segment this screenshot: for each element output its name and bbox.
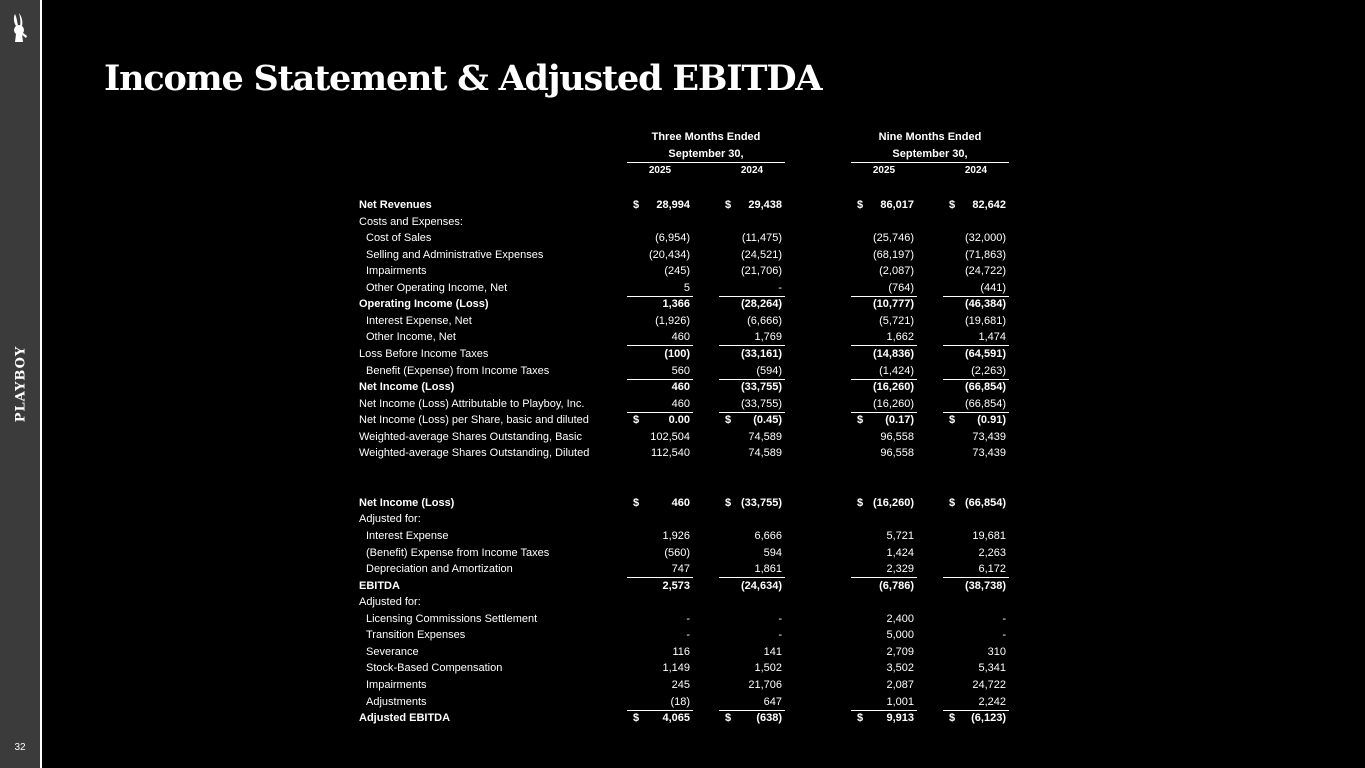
table-row (359, 412, 1009, 428)
value-cell: 747 (671, 563, 690, 575)
dollar-sign: $ (633, 414, 640, 426)
value-cell: 460 (671, 497, 690, 509)
value-cell: (19,681) (965, 315, 1006, 327)
value-cell: (18) (670, 696, 690, 708)
nine-months-header: Nine Months Ended (878, 131, 982, 143)
value-cell: 29,438 (748, 199, 782, 211)
table-row (359, 627, 1009, 643)
dollar-sign: $ (633, 497, 640, 509)
value-cell: 1,926 (662, 530, 690, 542)
value-cell: 19,681 (972, 530, 1006, 542)
table-row (359, 594, 1009, 610)
value-cell: 3,502 (886, 662, 914, 674)
value-cell: (33,161) (741, 348, 782, 360)
row-label: Interest Expense (366, 530, 449, 542)
value-cell: 460 (671, 381, 690, 393)
value-cell: - (686, 629, 690, 641)
table-row (359, 694, 1009, 710)
year-header: 2024 (964, 165, 988, 176)
row-label: Net Income (Loss) (359, 497, 455, 509)
value-cell: (11,475) (741, 232, 782, 244)
value-cell: (16,260) (873, 381, 914, 393)
bunny-logo-icon (9, 12, 31, 44)
row-label: Impairments (366, 265, 427, 277)
value-cell: (638) (756, 712, 782, 724)
dollar-sign: $ (949, 497, 956, 509)
value-cell: 1,424 (886, 547, 914, 559)
dollar-sign: $ (857, 712, 864, 724)
value-cell: (71,863) (965, 249, 1006, 261)
table-row (359, 296, 1009, 312)
value-cell: (66,854) (965, 398, 1006, 410)
table-row (359, 511, 1009, 527)
value-cell: 2,709 (886, 646, 914, 658)
row-label: EBITDA (359, 580, 400, 592)
dollar-sign: $ (633, 199, 640, 211)
dollar-sign: $ (949, 414, 956, 426)
value-cell: 73,439 (972, 447, 1006, 459)
row-label: Licensing Commissions Settlement (366, 613, 538, 625)
value-cell: (24,722) (965, 265, 1006, 277)
value-cell: 245 (671, 679, 690, 691)
value-cell: 2,400 (886, 613, 914, 625)
value-cell: 9,913 (886, 712, 914, 724)
value-cell: (46,384) (965, 298, 1006, 310)
row-label: Costs and Expenses: (359, 216, 463, 228)
row-label: Weighted-average Shares Outstanding, Diluted (359, 447, 590, 459)
row-label: Selling and Administrative Expenses (366, 249, 544, 261)
value-cell: (0.45) (753, 414, 782, 426)
value-cell: 21,706 (748, 679, 782, 691)
row-label: Adjusted for: (359, 513, 421, 525)
value-cell: (24,521) (741, 249, 782, 261)
value-cell: (21,706) (741, 265, 782, 277)
value-cell: (66,854) (965, 497, 1006, 509)
value-cell: 5 (683, 282, 690, 294)
nine-months-period: September 30, (892, 148, 968, 160)
dollar-sign: $ (725, 414, 732, 426)
value-cell: (100) (664, 348, 690, 360)
value-cell: 6,666 (754, 530, 782, 542)
header-rule (851, 162, 1009, 163)
value-cell: (6,666) (747, 315, 782, 327)
value-cell: - (1002, 613, 1006, 625)
value-cell: (1,926) (655, 315, 690, 327)
value-cell: 96,558 (880, 447, 914, 459)
value-cell: 460 (671, 398, 690, 410)
row-label: Adjustments (366, 696, 427, 708)
table-row (359, 363, 1009, 379)
row-label: Benefit (Expense) from Income Taxes (366, 365, 550, 377)
value-cell: (16,260) (873, 398, 914, 410)
table-row (359, 280, 1009, 296)
row-label: Interest Expense, Net (366, 315, 472, 327)
table-row (359, 329, 1009, 345)
value-cell: 28,994 (656, 199, 690, 211)
table-row (359, 197, 1009, 213)
table-row (359, 346, 1009, 362)
table-row (359, 445, 1009, 461)
value-cell: - (778, 613, 782, 625)
value-cell: (5,721) (879, 315, 914, 327)
row-label: Adjusted EBITDA (359, 712, 451, 724)
value-cell: (32,000) (965, 232, 1006, 244)
row-label: Net Revenues (359, 199, 432, 211)
row-label: Adjusted for: (359, 596, 421, 608)
value-cell: (6,123) (971, 712, 1006, 724)
table-row (359, 561, 1009, 577)
value-cell: 1,474 (978, 331, 1006, 343)
value-cell: 112,540 (651, 447, 690, 459)
row-label: Loss Before Income Taxes (359, 348, 489, 360)
value-cell: - (778, 629, 782, 641)
value-cell: (38,738) (965, 580, 1006, 592)
table-row (359, 611, 1009, 627)
value-cell: (441) (980, 282, 1006, 294)
dollar-sign: $ (949, 712, 956, 724)
brand-wordmark: PLAYBOY (13, 345, 29, 423)
value-cell: 1,861 (754, 563, 782, 575)
value-cell: 96,558 (880, 431, 914, 443)
value-cell: 1,662 (886, 331, 914, 343)
dollar-sign: $ (725, 497, 732, 509)
value-cell: (10,777) (873, 298, 914, 310)
value-cell: (33,755) (741, 381, 782, 393)
value-cell: (16,260) (873, 497, 914, 509)
value-cell: 1,502 (754, 662, 782, 674)
value-cell: 74,589 (748, 447, 782, 459)
value-cell: 1,149 (662, 662, 690, 674)
row-label: Net Income (Loss) Attributable to Playboy, Inc. (359, 398, 585, 410)
value-cell: - (778, 282, 782, 294)
header-rule (627, 162, 785, 163)
dollar-sign: $ (725, 712, 732, 724)
three-months-period: September 30, (668, 148, 744, 160)
table-row (359, 230, 1009, 246)
sidebar-divider (40, 0, 42, 768)
value-cell: - (1002, 629, 1006, 641)
value-cell: 594 (763, 547, 782, 559)
row-label: Stock-Based Compensation (366, 662, 503, 674)
dollar-sign: $ (633, 712, 640, 724)
row-label: Other Operating Income, Net (366, 282, 508, 294)
value-cell: (245) (664, 265, 690, 277)
table-row (359, 313, 1009, 329)
value-cell: (14,836) (873, 348, 914, 360)
value-cell: (25,746) (873, 232, 914, 244)
value-cell: (64,591) (965, 348, 1006, 360)
page-number: 32 (14, 742, 26, 753)
value-cell: 2,263 (978, 547, 1006, 559)
row-label: Cost of Sales (366, 232, 432, 244)
row-label: Impairments (366, 679, 427, 691)
page-title: Income Statement & Adjusted EBITDA (104, 58, 822, 99)
table-row (359, 379, 1009, 395)
row-label: Transition Expenses (366, 629, 466, 641)
dollar-sign: $ (725, 199, 732, 211)
table-row (359, 644, 1009, 660)
table-row (359, 578, 1009, 594)
sidebar (0, 0, 40, 768)
value-cell: (594) (756, 365, 782, 377)
table-row (359, 528, 1009, 544)
value-cell: 2,573 (662, 580, 690, 592)
value-cell: (6,954) (655, 232, 690, 244)
value-cell: - (686, 613, 690, 625)
value-cell: (24,634) (741, 580, 782, 592)
value-cell: 460 (671, 331, 690, 343)
value-cell: 5,721 (886, 530, 914, 542)
year-header: 2024 (740, 165, 764, 176)
dollar-sign: $ (949, 199, 956, 211)
value-cell: 310 (987, 646, 1006, 658)
value-cell: (6,786) (879, 580, 914, 592)
value-cell: 82,642 (972, 199, 1006, 211)
value-cell: 1,769 (754, 331, 782, 343)
value-cell: (2,087) (879, 265, 914, 277)
year-header: 2025 (648, 165, 672, 176)
value-cell: 2,087 (886, 679, 914, 691)
table-row (359, 396, 1009, 412)
value-cell: (33,755) (741, 398, 782, 410)
value-cell: 5,341 (978, 662, 1006, 674)
value-cell: 1,366 (662, 298, 690, 310)
value-cell: 4,065 (662, 712, 690, 724)
value-cell: 74,589 (748, 431, 782, 443)
row-label: Net Income (Loss) per Share, basic and diluted (359, 414, 589, 426)
value-cell: (764) (888, 282, 914, 294)
value-cell: (1,424) (879, 365, 914, 377)
row-label: Depreciation and Amortization (366, 563, 513, 575)
row-label: Operating Income (Loss) (359, 298, 489, 310)
value-cell: 560 (671, 365, 690, 377)
table-row (359, 710, 1009, 726)
three-months-header: Three Months Ended (651, 131, 761, 143)
value-cell: 2,329 (886, 563, 914, 575)
table-row (359, 677, 1009, 693)
row-label: Other Income, Net (366, 331, 456, 343)
value-cell: (560) (664, 547, 690, 559)
dollar-sign: $ (857, 414, 864, 426)
table-row (359, 429, 1009, 445)
value-cell: (66,854) (965, 381, 1006, 393)
value-cell: 116 (672, 646, 690, 658)
row-label: Net Income (Loss) (359, 381, 455, 393)
value-cell: (2,263) (971, 365, 1006, 377)
value-cell: 86,017 (880, 199, 914, 211)
row-label: Severance (366, 646, 419, 658)
value-cell: 5,000 (886, 629, 914, 641)
value-cell: (28,264) (741, 298, 782, 310)
dollar-sign: $ (857, 497, 864, 509)
table-row (359, 263, 1009, 279)
table-row (359, 545, 1009, 561)
value-cell: (0.91) (977, 414, 1006, 426)
year-header: 2025 (872, 165, 896, 176)
value-cell: 2,242 (978, 696, 1006, 708)
value-cell: 141 (763, 646, 782, 658)
value-cell: 647 (763, 696, 782, 708)
value-cell: (0.17) (885, 414, 914, 426)
value-cell: 6,172 (978, 563, 1006, 575)
table-row (359, 247, 1009, 263)
value-cell: 1,001 (886, 696, 914, 708)
value-cell: 73,439 (972, 431, 1006, 443)
value-cell: 24,722 (972, 679, 1006, 691)
row-label: Weighted-average Shares Outstanding, Basic (359, 431, 582, 443)
value-cell: (68,197) (873, 249, 914, 261)
table-row (359, 495, 1009, 511)
value-cell: 102,504 (650, 431, 690, 443)
dollar-sign: $ (857, 199, 864, 211)
value-cell: (20,434) (649, 249, 690, 261)
table-row (359, 660, 1009, 676)
value-cell: 0.00 (668, 414, 690, 426)
table-row (359, 214, 1009, 230)
row-label: (Benefit) Expense from Income Taxes (366, 547, 550, 559)
value-cell: (33,755) (741, 497, 782, 509)
